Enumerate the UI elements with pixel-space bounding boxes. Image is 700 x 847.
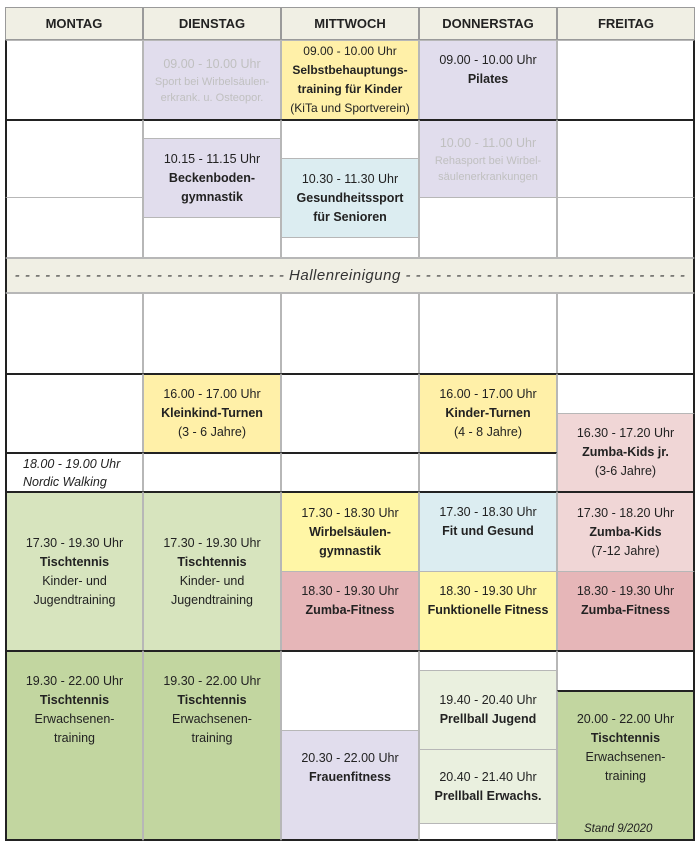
day-header-mittwoch: MITTWOCH <box>281 7 419 40</box>
stand-date: Stand 9/2020 <box>584 823 653 835</box>
course-time: 20.00 - 22.00 Uhr <box>576 712 675 726</box>
empty-slot <box>281 373 419 454</box>
course-desc: Kinder- und <box>42 574 107 588</box>
course-zumba-fitness <box>557 571 695 652</box>
course-desc: Erwachsenen- <box>34 712 115 726</box>
course-title: Fit und Gesund <box>442 524 534 538</box>
empty-slot <box>419 293 557 374</box>
course-desc: Erwachsenen- <box>585 750 666 764</box>
empty-slot <box>281 650 419 731</box>
course-time: 18.30 - 19.30 Uhr <box>439 584 537 598</box>
course-time: 16.30 - 17.20 Uhr <box>576 426 675 440</box>
empty-slot <box>5 373 143 454</box>
course-tischtennis-kinder <box>143 491 281 652</box>
course-beckenboden <box>143 138 281 218</box>
course-tischtennis-erwachsene <box>5 650 143 841</box>
empty-slot <box>419 197 557 258</box>
course-time: 20.40 - 21.40 Uhr <box>439 769 537 784</box>
course-rehasport <box>419 119 557 198</box>
course-kinder-turnen <box>419 373 557 453</box>
course-title: gymnastik <box>319 543 381 558</box>
course-time: 17.30 - 19.30 Uhr <box>25 536 124 550</box>
course-zumba-kids <box>557 491 695 572</box>
course-prellball-erwachsene <box>419 749 557 824</box>
course-title: Prellball Jugend <box>439 712 537 726</box>
course-desc: training <box>191 731 233 745</box>
empty-slot <box>5 293 143 374</box>
course-time: 10.15 - 11.15 Uhr <box>163 151 261 166</box>
course-desc: erkrank. u. Osteopor. <box>160 91 264 104</box>
empty-slot <box>557 197 695 258</box>
course-title: gymnastik <box>181 189 243 204</box>
course-title: Tischtennis <box>39 693 110 707</box>
course-desc: (7-12 Jahre) <box>591 543 660 558</box>
course-desc: Erwachsenen- <box>172 712 252 726</box>
empty-slot <box>557 650 695 691</box>
course-time: 18.30 - 19.30 Uhr <box>576 584 675 598</box>
empty-slot <box>143 217 281 258</box>
course-title: Beckenboden- <box>168 170 256 185</box>
hallenreinigung-banner: - - - - - - - - - - - - - - - - - - - - - - - - - - - Hallenreinigung - - - - - - - - - - - - - - - - - - - - - - - - - - - - <box>5 258 695 293</box>
course-desc: (4 - 8 Jahre) <box>453 425 523 439</box>
course-title: training für Kinder <box>297 82 403 96</box>
course-desc: Jugendtraining <box>170 593 253 607</box>
course-title: Kleinkind-Turnen <box>161 406 263 420</box>
course-time: 18.30 - 19.30 Uhr <box>301 584 399 598</box>
course-gesundheitssport <box>281 158 419 238</box>
empty-slot <box>557 373 695 414</box>
course-time: 16.00 - 17.00 Uhr <box>163 387 261 401</box>
day-header-montag: MONTAG <box>5 7 143 40</box>
course-desc: Kinder- und <box>179 574 245 588</box>
course-time: 09.00 - 10.00 Uhr <box>303 44 397 58</box>
empty-slot <box>281 293 419 374</box>
course-sport-wirbelsaeule <box>143 40 281 120</box>
course-time: 10.30 - 11.30 Uhr <box>301 171 399 186</box>
course-nordic-walking <box>5 452 143 492</box>
course-time: 16.00 - 17.00 Uhr <box>439 387 537 401</box>
course-title: Nordic Walking <box>23 474 107 489</box>
course-title: für Senioren <box>313 209 387 224</box>
empty-slot <box>557 119 695 198</box>
course-funktionelle-fitness <box>419 571 557 652</box>
course-tischtennis-kinder <box>5 491 143 652</box>
course-title: Selbstbehauptungs- <box>292 63 408 77</box>
course-zumba-fitness <box>281 571 419 652</box>
empty-slot <box>5 40 143 120</box>
course-time: 18.00 - 19.00 Uhr <box>23 456 121 471</box>
empty-slot <box>419 823 557 841</box>
course-desc: training <box>605 769 646 783</box>
course-time: 09.00 - 10.00 Uhr <box>439 53 537 67</box>
course-title: Funktionelle Fitness <box>427 603 549 617</box>
course-frauenfitness <box>281 730 419 841</box>
course-time: 19.40 - 20.40 Uhr <box>439 693 537 707</box>
course-desc: säulenerkrankungen <box>438 170 538 183</box>
course-title: Prellball Erwachs. <box>434 788 542 803</box>
empty-slot <box>281 237 419 258</box>
empty-slot <box>557 293 695 374</box>
empty-slot <box>419 650 557 671</box>
course-title: Tischtennis <box>177 693 247 707</box>
course-title: Zumba-Fitness <box>581 603 670 617</box>
course-title: Tischtennis <box>177 555 247 569</box>
course-tischtennis-erwachsene <box>143 650 281 841</box>
course-time: 20.30 - 22.00 Uhr <box>301 751 399 765</box>
course-pilates <box>419 40 557 120</box>
day-header-donnerstag: DONNERSTAG <box>419 7 557 40</box>
empty-slot <box>557 40 695 120</box>
course-desc: (KiTa und Sportverein) <box>290 101 410 115</box>
course-wirbelsaeulengymnastik <box>281 491 419 572</box>
empty-slot <box>5 197 143 258</box>
course-desc: (3 - 6 Jahre) <box>177 425 247 439</box>
course-title: Frauenfitness <box>309 770 391 784</box>
course-prellball-jugend <box>419 670 557 750</box>
empty-slot <box>143 452 281 492</box>
course-time: 17.30 - 18.30 Uhr <box>301 505 399 520</box>
empty-slot <box>143 293 281 374</box>
course-selbstbehauptung <box>281 40 419 120</box>
course-time: 10.00 - 11.00 Uhr <box>439 135 537 150</box>
course-title: Zumba-Kids <box>589 524 662 539</box>
course-title: Zumba-Kids jr. <box>582 445 669 459</box>
course-title: Kinder-Turnen <box>445 406 531 420</box>
course-tischtennis-erwachsene <box>557 690 695 841</box>
course-time: 17.30 - 18.30 Uhr <box>439 505 537 519</box>
course-zumba-kids-jr <box>557 413 695 492</box>
course-fit-und-gesund <box>419 491 557 572</box>
course-desc: Jugendtraining <box>33 593 116 607</box>
day-header-dienstag: DIENSTAG <box>143 7 281 40</box>
course-time: 17.30 - 18.20 Uhr <box>576 505 675 520</box>
course-title: Tischtennis <box>39 555 110 569</box>
course-desc: training <box>54 731 95 745</box>
course-time: 09.00 - 10.00 Uhr <box>163 56 261 71</box>
empty-slot <box>281 119 419 159</box>
course-kleinkind-turnen <box>143 373 281 453</box>
course-desc: (3-6 Jahre) <box>594 464 657 478</box>
day-header-freitag: FREITAG <box>557 7 695 40</box>
course-title: Tischtennis <box>590 731 661 745</box>
course-desc: Rehasport bei Wirbel- <box>434 154 542 167</box>
course-desc: Sport bei Wirbelsäulen- <box>154 75 270 88</box>
course-title: Wirbelsäulen- <box>309 524 391 539</box>
empty-slot <box>419 452 557 492</box>
course-title: Gesundheitssport <box>296 190 404 205</box>
empty-slot <box>281 452 419 492</box>
empty-slot <box>143 119 281 139</box>
course-title: Pilates <box>467 72 509 86</box>
course-time: 19.30 - 22.00 Uhr <box>25 674 124 688</box>
course-time: 17.30 - 19.30 Uhr <box>163 536 261 550</box>
course-title: Zumba-Fitness <box>305 603 395 617</box>
empty-slot <box>5 119 143 198</box>
course-time: 19.30 - 22.00 Uhr <box>163 674 261 688</box>
